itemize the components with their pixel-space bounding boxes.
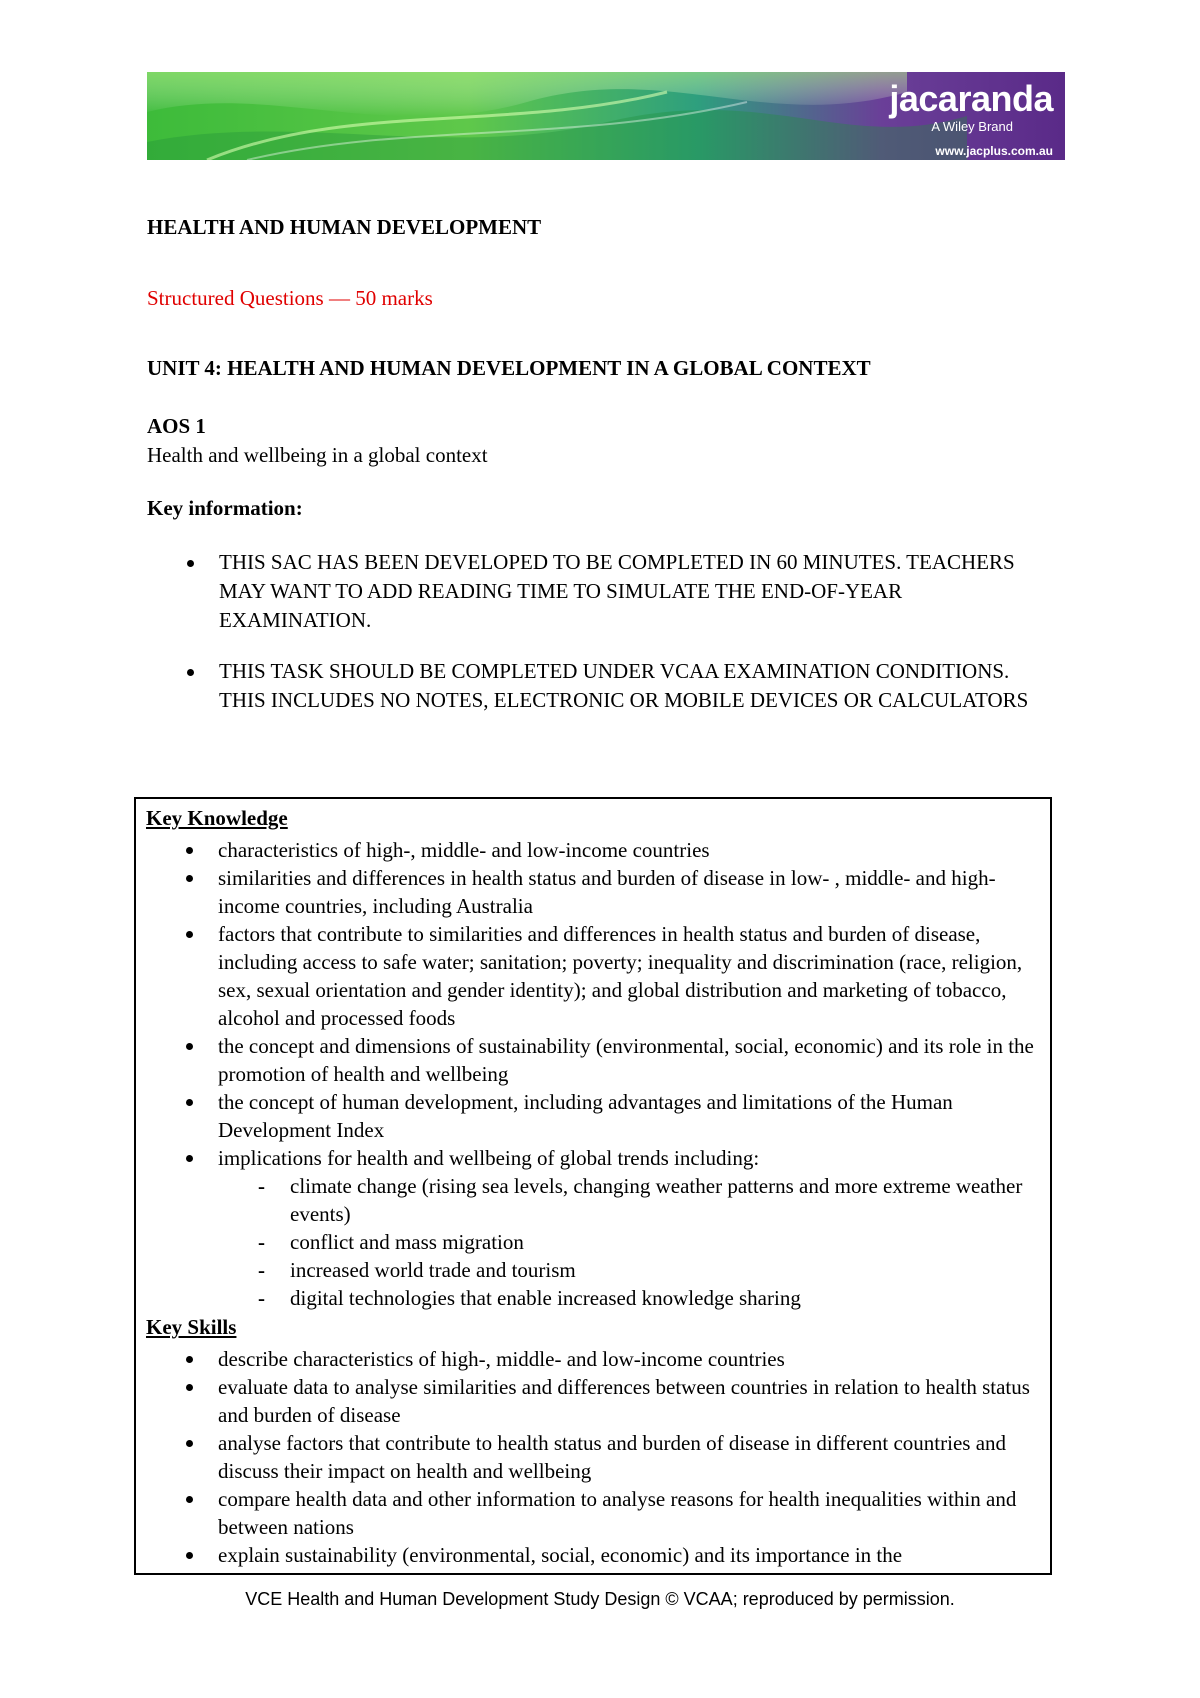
dash-icon: - — [258, 1174, 265, 1198]
key-skill-text: analyse factors that contribute to health status and burden of disease in different countries and discuss their impact on health and wellbeing — [218, 1431, 1007, 1483]
list-item — [218, 1284, 1040, 1312]
dash-icon: - — [258, 1286, 265, 1310]
list-item — [146, 836, 1040, 864]
key-information-list — [147, 548, 1047, 737]
key-skills-list — [146, 1345, 1040, 1569]
sub-item-text: digital technologies that enable increased knowledge sharing — [290, 1286, 801, 1310]
dash-icon: - — [258, 1230, 265, 1254]
bullet-icon — [186, 1356, 193, 1363]
key-information-label: Key information: — [147, 496, 303, 520]
list-item — [218, 1228, 1040, 1256]
key-skill-text: describe characteristics of high-, middle- and low-income countries — [218, 1347, 785, 1371]
key-knowledge-text: implications for health and wellbeing of global trends including: — [218, 1146, 760, 1170]
key-knowledge-text: characteristics of high-, middle- and low-income countries — [218, 838, 710, 862]
key-skills-heading: Key Skills — [146, 1315, 237, 1339]
jacaranda-banner — [147, 72, 1065, 160]
list-item — [146, 1485, 1040, 1541]
bullet-icon — [186, 1099, 193, 1106]
list-item — [147, 548, 1047, 635]
key-info-text: THIS SAC HAS BEEN DEVELOPED TO BE COMPLETED IN 60 MINUTES. TEACHERS MAY WANT TO ADD READING TIME TO SIMULATE THE END-OF-YEAR EXAMINATION. — [219, 550, 1015, 632]
copyright-footer: VCE Health and Human Development Study Design © VCAA; reproduced by permission. — [245, 1589, 955, 1609]
key-skill-text: evaluate data to analyse similarities and differences between countries in relation to health status and burden of disease — [218, 1375, 1030, 1427]
list-item — [146, 1088, 1040, 1144]
bullet-icon — [186, 1552, 193, 1559]
list-item — [146, 1144, 1040, 1312]
dash-icon: - — [258, 1258, 265, 1282]
bullet-icon — [186, 1043, 193, 1050]
list-item — [146, 1541, 1040, 1569]
key-knowledge-list — [146, 836, 1040, 1312]
global-trends-sublist — [218, 1172, 1040, 1312]
marks-subheading: Structured Questions — 50 marks — [147, 286, 433, 310]
aos-label: AOS 1 — [147, 414, 206, 438]
bullet-icon — [186, 1440, 193, 1447]
bullet-icon — [186, 847, 193, 854]
list-item — [218, 1256, 1040, 1284]
key-knowledge-text: similarities and differences in health status and burden of disease in low- , middle- and high-income countries, including Australia — [218, 866, 996, 918]
brand-url: www.jacplus.com.au — [935, 144, 1053, 158]
sub-item-text: conflict and mass migration — [290, 1230, 524, 1254]
list-item — [147, 657, 1047, 715]
unit-title: UNIT 4: HEALTH AND HUMAN DEVELOPMENT IN A GLOBAL CONTEXT — [147, 356, 871, 380]
list-item — [218, 1172, 1040, 1228]
brand-name: jacaranda — [889, 78, 1053, 119]
key-knowledge-text: the concept of human development, including advantages and limitations of the Human Development Index — [218, 1090, 953, 1142]
aos-title: Health and wellbeing in a global context — [147, 443, 488, 467]
key-info-text: THIS TASK SHOULD BE COMPLETED UNDER VCAA EXAMINATION CONDITIONS. THIS INCLUDES NO NOTES, ELECTRONIC OR MOBILE DEVICES OR CALCULATORS — [219, 659, 1029, 712]
bullet-icon — [187, 669, 194, 676]
document-heading: HEALTH AND HUMAN DEVELOPMENT — [147, 215, 542, 239]
list-item — [146, 864, 1040, 920]
jacaranda-logo — [889, 80, 1053, 159]
sub-item-text: increased world trade and tourism — [290, 1258, 576, 1282]
key-knowledge-text: the concept and dimensions of sustainability (environmental, social, economic) and its role in the promotion of health and wellbeing — [218, 1034, 1034, 1086]
key-knowledge-heading: Key Knowledge — [146, 806, 288, 830]
list-item — [146, 1345, 1040, 1373]
bullet-icon — [187, 560, 194, 567]
sub-item-text: climate change (rising sea levels, changing weather patterns and more extreme weather events) — [290, 1174, 1023, 1226]
brand-tagline: A Wiley Brand — [931, 119, 1013, 134]
bullet-icon — [186, 931, 193, 938]
key-knowledge-text: factors that contribute to similarities and differences in health status and burden of disease, including access to safe water; sanitation; poverty; inequality and discrimination (race, religion, sex, sexual orientation and gender identity); and global distribution and marketing of tobacco, alcohol and processed foods — [218, 922, 1023, 1030]
key-skill-text: compare health data and other information to analyse reasons for health inequalities within and between nations — [218, 1487, 1017, 1539]
study-design-box — [134, 797, 1052, 1575]
bullet-icon — [186, 875, 193, 882]
list-item — [146, 1429, 1040, 1485]
key-skill-text: explain sustainability (environmental, social, economic) and its importance in the — [218, 1543, 903, 1567]
list-item — [146, 1373, 1040, 1429]
bullet-icon — [186, 1384, 193, 1391]
bullet-icon — [186, 1155, 193, 1162]
bullet-icon — [186, 1496, 193, 1503]
list-item — [146, 1032, 1040, 1088]
list-item — [146, 920, 1040, 1032]
